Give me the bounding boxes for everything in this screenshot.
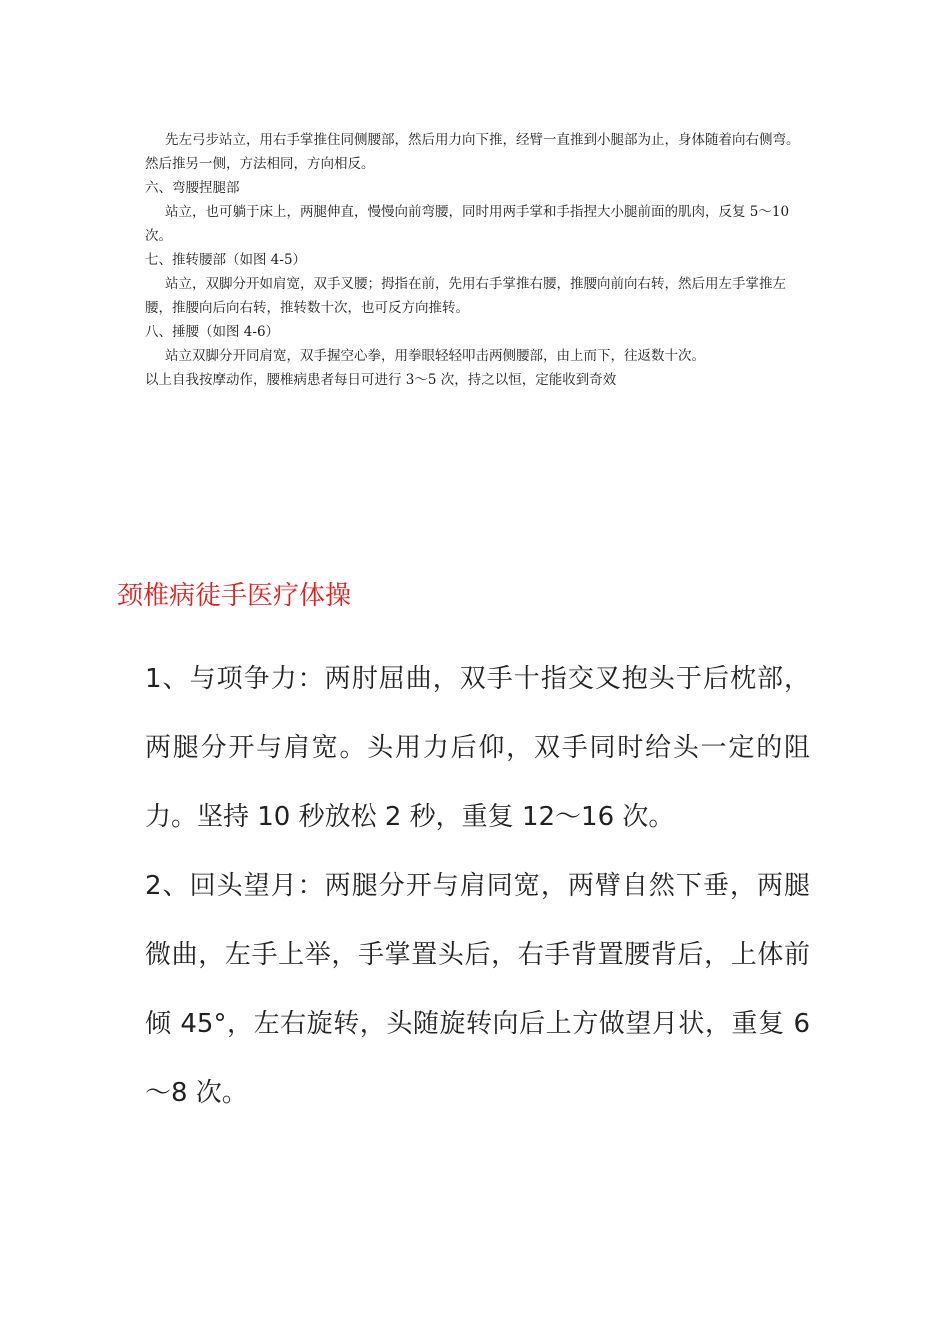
item6-title: 六、弯腰捏腿部 [145, 180, 240, 196]
exercise-step-1: 1、与项争力：两肘屈曲，双手十指交叉抱头于后枕部，两腿分开与肩宽。头用力后仰，双手同时给头一定的阻力。坚持 10 秒放松 2 秒，重复 12～16 次。 [145, 664, 810, 832]
item8-body: 站立双脚分开同肩宽，双手握空心拳，用拳眼轻轻叩击两侧腰部，由上而下，往返数十次。 [165, 348, 705, 364]
item7-body: 站立，双脚分开如肩宽，双手叉腰；拇指在前，先用右手掌推右腰，推腰向前向右转，然后用左手掌推左腰，推腰向后向右转，推转数十次，也可反方向推转。 [145, 276, 786, 316]
neck-exercise-section [145, 645, 810, 1128]
waist-massage-section [145, 128, 810, 392]
section-heading: 颈椎病徒手医疗体操 [117, 581, 352, 611]
item8-title: 八、捶腰（如图 4-6） [145, 324, 280, 340]
exercise-step-2: 2、回头望月：两腿分开与肩同宽，两臂自然下垂，两腿微曲，左手上举，手掌置头后，右手背置腰背后，上体前倾 45°，左右旋转，头随旋转向后上方做望月状，重复 6～8 次。 [145, 871, 810, 1108]
item7-title: 七、推转腰部（如图 4-5） [145, 252, 307, 268]
summary-text: 以上自我按摩动作，腰椎病患者每日可进行 3～5 次，持之以恒，定能收到奇效 [145, 372, 617, 388]
item6-body: 站立，也可躺于床上，两腿伸直，慢慢向前弯腰，同时用两手掌和手指捏大小腿前面的肌肉，反复 5～10 次。 [145, 204, 790, 244]
paragraph-push-leg: 先左弓步站立，用右手掌推住同侧腰部，然后用力向下推，经臂一直推到小腿部为止，身体随着向右侧弯。然后推另一侧，方法相同，方向相反。 [145, 132, 800, 172]
